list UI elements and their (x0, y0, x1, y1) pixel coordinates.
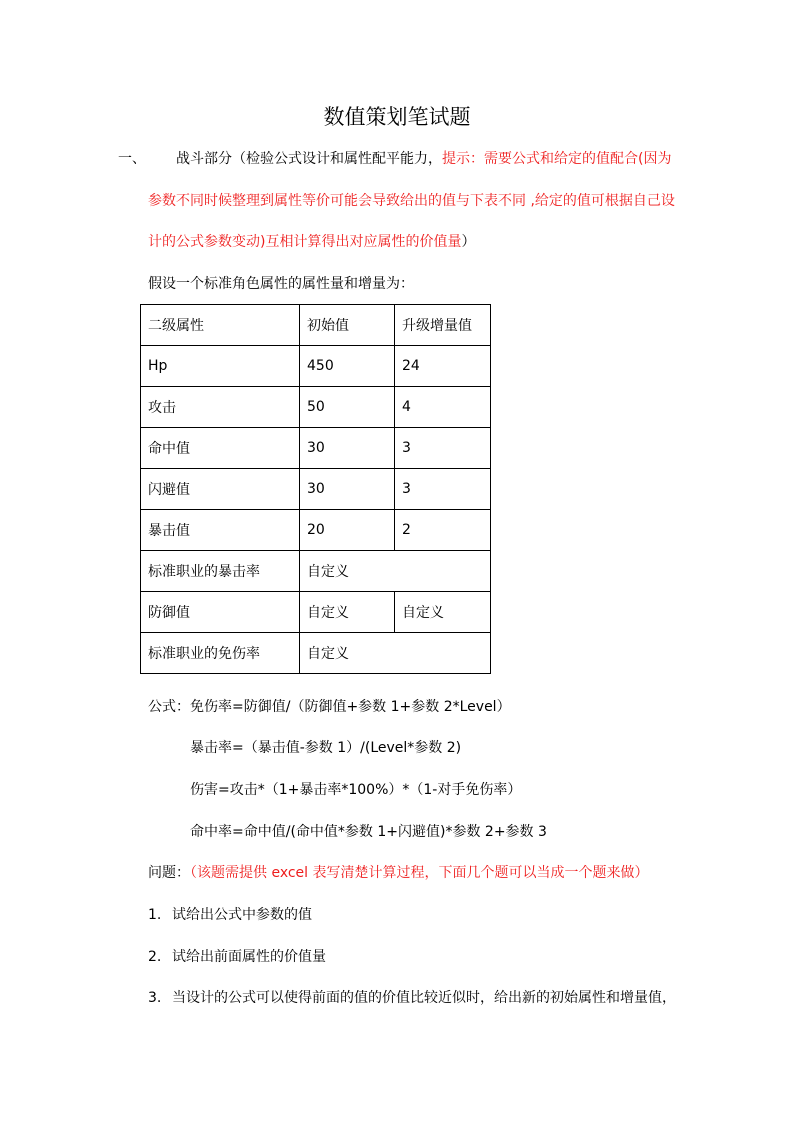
section-heading-line-3 (148, 230, 688, 254)
table-cell: 标准职业的免伤率 (141, 633, 300, 674)
table-row-defense (141, 592, 491, 633)
table-cell: 3 (395, 428, 491, 469)
section-number: 一、 (118, 151, 146, 167)
list-item (148, 986, 676, 1010)
question-line (148, 861, 688, 885)
table-row-crit-rate (141, 551, 491, 592)
table-cell: 50 (300, 387, 395, 428)
hint-text-3: 计的公式参数变动)互相计算得出对应属性的价值量 (148, 234, 462, 250)
table-cell: 2 (395, 510, 491, 551)
page-title: 数值策划笔试题 (323, 105, 471, 129)
table-cell: 标准职业的暴击率 (141, 551, 300, 592)
list-item (148, 945, 326, 969)
table-cell: 自定义 (300, 592, 395, 633)
table-cell: 自定义 (300, 551, 491, 592)
table-cell: 450 (300, 346, 395, 387)
table-cell: 3 (395, 469, 491, 510)
formula-damage-reduction: 公式：免伤率=防御值/（防御值+参数 1+参数 2*Level） (148, 699, 511, 715)
attribute-table (140, 304, 491, 674)
table-cell: 防御值 (141, 592, 300, 633)
hint-text-1: 提示：需要公式和给定的值配合(因为 (442, 151, 672, 167)
heading-close-paren: ） (461, 234, 476, 250)
hint-text-2: 参数不同时候整理到属性等价可能会导致给出的值与下表不同 ,给定的值可根据自己设 (148, 193, 675, 209)
table-cell: 暴击值 (141, 510, 300, 551)
table-row (141, 387, 491, 428)
table-row (141, 469, 491, 510)
section-heading: 战斗部分（检验公式设计和属性配平能力， (176, 151, 442, 167)
table-cell: 自定义 (395, 592, 491, 633)
table-row (141, 346, 491, 387)
table-cell: 24 (395, 346, 491, 387)
table-cell: 30 (300, 469, 395, 510)
table-row-dmg-reduction (141, 633, 491, 674)
table-cell: 4 (395, 387, 491, 428)
table-header-row (141, 305, 491, 346)
section-heading-line-1 (176, 147, 716, 171)
list-item-number: 2. (148, 949, 162, 965)
table-row (141, 428, 491, 469)
table-row (141, 510, 491, 551)
table-cell: 命中值 (141, 428, 300, 469)
list-item-number: 3. (148, 990, 162, 1006)
table-cell: 30 (300, 428, 395, 469)
list-item-text: 试给出前面属性的价值量 (172, 949, 326, 965)
table-header-cell: 升级增量值 (395, 305, 491, 346)
table-cell: Hp (141, 346, 300, 387)
question-label: 问题： (148, 865, 190, 881)
list-item-text: 试给出公式中参数的值 (172, 907, 312, 923)
table-cell: 攻击 (141, 387, 300, 428)
table-header-cell: 二级属性 (141, 305, 300, 346)
table-cell: 闪避值 (141, 469, 300, 510)
formula-crit-rate: 暴击率=（暴击值-参数 1）/(Level*参数 2) (190, 740, 462, 756)
formula-damage: 伤害=攻击*（1+暴击率*100%）*（1-对手免伤率） (190, 782, 522, 798)
list-item (148, 903, 312, 927)
question-note: （该题需提供 excel 表写清楚计算过程，下面几个题可以当成一个题来做） (190, 865, 649, 881)
intro-text: 假设一个标准角色属性的属性量和增量为： (148, 276, 414, 292)
list-item-number: 1. (148, 907, 162, 923)
formula-hit-rate: 命中率=命中值/(命中值*参数 1+闪避值)*参数 2+参数 3 (190, 824, 547, 840)
table-cell: 自定义 (300, 633, 491, 674)
list-item-text: 当设计的公式可以使得前面的值的价值比较近似时，给出新的初始属性和增量值， (172, 990, 676, 1006)
table-header-cell: 初始值 (300, 305, 395, 346)
table-cell: 20 (300, 510, 395, 551)
